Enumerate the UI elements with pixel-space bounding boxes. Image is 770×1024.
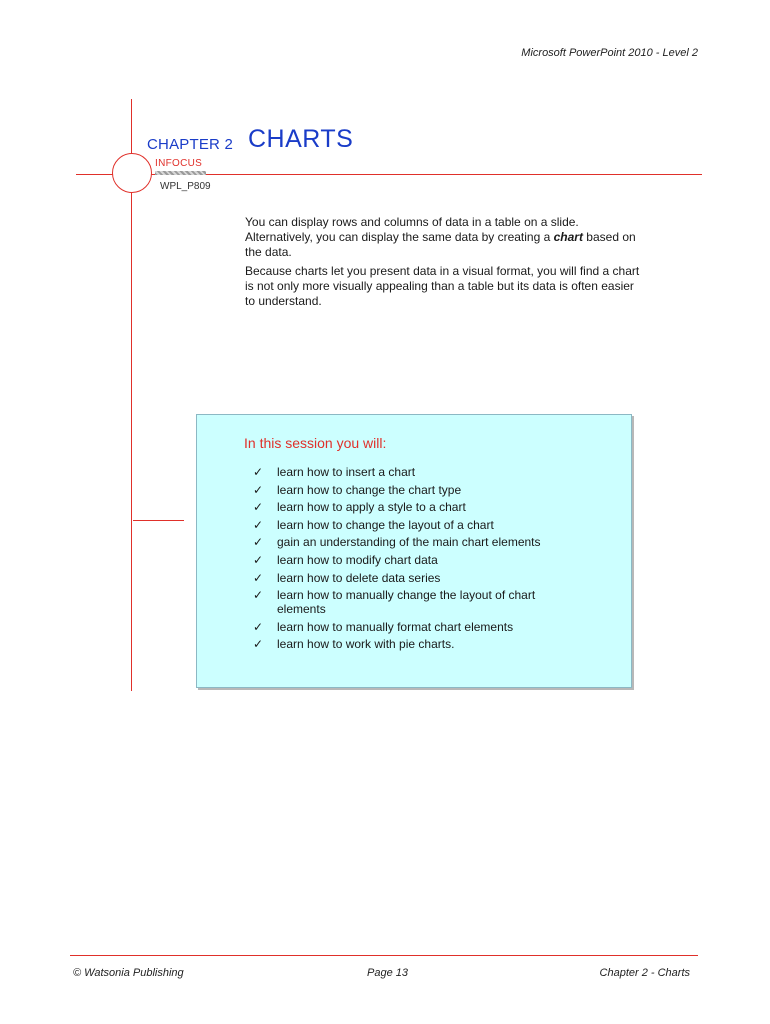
- session-box: [196, 414, 632, 688]
- list-item-text: learn how to apply a style to a chart: [277, 500, 466, 515]
- document-code: WPL_P809: [160, 181, 211, 192]
- footer-rule: [70, 955, 698, 956]
- list-item: [253, 588, 573, 616]
- list-item: [253, 518, 573, 532]
- check-icon: ✓: [253, 500, 264, 515]
- list-item-text: learn how to manually change the layout of chart elements: [277, 588, 536, 617]
- list-item: [253, 620, 573, 634]
- intro-paragraph-2: Because charts let you present data in a visual format, you will find a chart is not only more visually appealing than a table but its data is often easier to understand.: [245, 264, 640, 308]
- check-icon: ✓: [253, 619, 264, 634]
- list-item-text: gain an understanding of the main chart elements: [277, 535, 541, 550]
- chapter-label: CHAPTER 2: [147, 136, 233, 153]
- list-item-text: learn how to change the chart type: [277, 482, 462, 497]
- check-icon: ✓: [253, 552, 264, 567]
- check-icon: ✓: [253, 588, 264, 603]
- list-item: [253, 553, 573, 567]
- intro-paragraph-1: [245, 215, 645, 260]
- check-icon: ✓: [253, 465, 264, 479]
- footer-publisher: © Watsonia Publishing: [73, 967, 184, 979]
- footer-chapter: Chapter 2 - Charts: [599, 967, 690, 979]
- list-item-text: learn how to change the layout of a chart: [277, 517, 494, 532]
- list-item: [253, 465, 573, 479]
- list-item: [253, 535, 573, 549]
- check-icon: ✓: [253, 482, 264, 497]
- header-title: Microsoft PowerPoint 2010 - Level 2: [521, 47, 698, 59]
- infocus-hatched-bar: [155, 171, 206, 175]
- page-title: CHARTS: [248, 125, 354, 153]
- margin-tick-line: [133, 520, 184, 521]
- list-item-text: learn how to modify chart data: [277, 552, 438, 567]
- list-item-text: learn how to manually format chart elements: [277, 619, 514, 634]
- list-item-text: learn how to work with pie charts.: [277, 637, 455, 652]
- footer-page-number: Page 13: [367, 967, 408, 979]
- chart-keyword: chart: [553, 230, 583, 244]
- list-item: [253, 571, 573, 585]
- session-list: [253, 465, 573, 655]
- infocus-label: INFOCUS: [155, 158, 203, 169]
- list-item: [253, 483, 573, 497]
- intro-p1-text-b: based on the data.: [245, 230, 636, 259]
- check-icon: ✓: [253, 517, 264, 532]
- check-icon: ✓: [253, 535, 264, 550]
- list-item: [253, 637, 573, 651]
- check-icon: ✓: [253, 570, 264, 585]
- list-item-text: learn how to delete data series: [277, 570, 441, 585]
- intro-text: [245, 215, 645, 313]
- session-heading: In this session you will:: [244, 435, 387, 451]
- check-icon: ✓: [253, 637, 264, 652]
- list-item: [253, 500, 573, 514]
- list-item-text: learn how to insert a chart: [277, 465, 416, 479]
- intro-p1-text-a: You can display rows and columns of data in a table on a slide. Alternatively, you can display the same data by creating a: [245, 215, 579, 244]
- margin-circle-ornament: [112, 153, 152, 193]
